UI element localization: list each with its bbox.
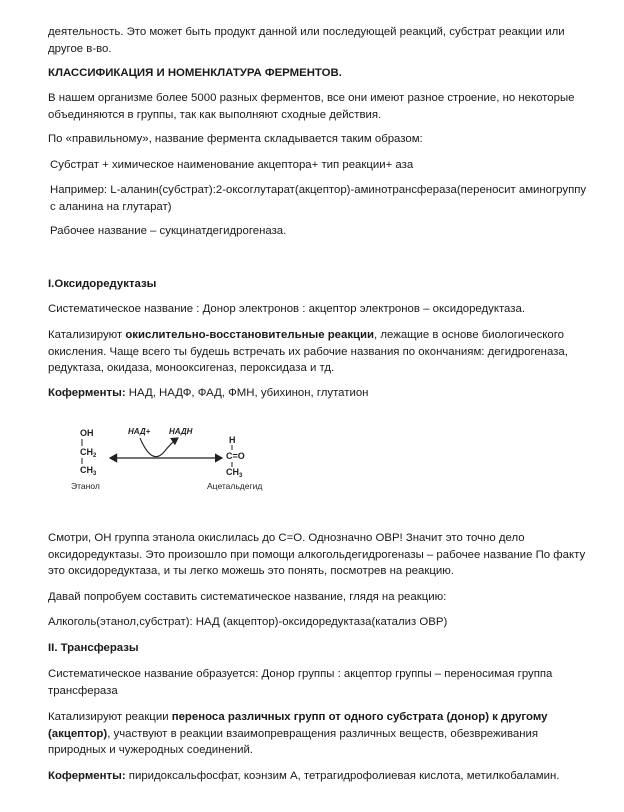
paragraph-trans-catalyze bbox=[48, 709, 588, 759]
acetaldehyde-h-label: H bbox=[229, 435, 236, 445]
heading-oxidoreductases: I.Оксидоредуктазы bbox=[48, 278, 157, 290]
coenzymes-list: пиридоксальфосфат, коэнзим А, тетрагидрофолиевая кислота, метилкобаламин. bbox=[125, 770, 560, 782]
ethanol-oxidation-figure bbox=[60, 424, 290, 496]
heading-classification: КЛАССИФИКАЦИЯ И НОМЕНКЛАТУРА ФЕРМЕНТОВ. bbox=[48, 67, 342, 79]
ethanol-ch3-label: $CH_3$ bbox=[80, 465, 97, 477]
acetaldehyde-co-label: C=O bbox=[226, 451, 245, 461]
paragraph-try-naming: Давай попробуем составить систематическое название, глядя на реакцию: bbox=[48, 591, 447, 603]
nadh-label: НАДН bbox=[169, 427, 193, 436]
paragraph-formula: Субстрат + химическое наименование акцептора+ тип реакции+ аза bbox=[50, 159, 414, 171]
nad-plus-label: НАД+ bbox=[128, 427, 151, 436]
text-run: , лежащие в основе биологического окисления. Чаще всего ты будешь встречать их рабочие названия по окончаниям: дегидрогеназа, редуктаза, окидаза, монооксигеназ, пероксидаза и тд. bbox=[48, 329, 568, 374]
paragraph-explanation: Смотри, ОН группа этанола окислилась до С=О. Однозначно ОВР! Значит это точно дело оксидоредуктазы. Это произошло при помощи алкогольдегидрогеназы – рабочее название По факту это оксидоредуктаза, и ты легко можешь это понять, посмотрев на реакцию. bbox=[48, 532, 586, 577]
ethanol-oh-label: OH bbox=[80, 428, 94, 438]
paragraph-intro: деятельность. Это может быть продукт данной или последующей реакций, субстрат реакции или другое в-во. bbox=[48, 26, 565, 55]
paragraph-oxido-coenzymes bbox=[48, 385, 588, 402]
cofactor-arrow bbox=[140, 438, 178, 457]
text-run: Катализируют реакции bbox=[48, 711, 172, 723]
coenzymes-label: Коферменты: bbox=[48, 387, 126, 399]
paragraph-example: Например: L-аланин(субстрат):2-оксоглутарат(акцептор)-аминотрансфераза(переносит аминогруппу с аланина на глутарат) bbox=[50, 184, 587, 213]
paragraph-naming-rule: По «правильному», название фермента складывается таким образом: bbox=[48, 133, 423, 145]
paragraph-trans-coenzymes bbox=[48, 768, 588, 785]
paragraph-systematic-example: Алкоголь(этанол,субстрат): НАД (акцептор)-оксидоредуктаза(катализ ОВР) bbox=[48, 616, 448, 628]
paragraph-trans-systematic: Систематическое название образуется: Донор группы : акцептор группы – переносимая группа трансфераза bbox=[48, 668, 553, 697]
paragraph-enzyme-count: В нашем организме более 5000 разных ферментов, все они имеют разное строение, но некоторые объединяются в группы, так как выполняют сходные действия. bbox=[48, 92, 575, 121]
ethanol-ch2-label: $CH_2$ bbox=[80, 447, 97, 459]
ethanol-label: Этанол bbox=[71, 481, 100, 491]
coenzymes-label: Коферменты: bbox=[48, 770, 126, 782]
heading-transferases: II. Трансферазы bbox=[48, 642, 139, 654]
text-run: , участвуют в реакции взаимопревращения различных веществ, обезвреживания природных и чужеродных соединений. bbox=[48, 727, 539, 756]
paragraph-working-name: Рабочее название – сукцинатдегидрогеназа. bbox=[50, 225, 287, 237]
text-run-bold: окислительно-восстановительные реакции bbox=[125, 329, 375, 341]
text-run-bold: переноса различных групп от одного субстрата (донор) к другому (акцептор) bbox=[48, 711, 548, 740]
acetaldehyde-label: Ацетальдегид bbox=[207, 481, 263, 491]
acetaldehyde-ch3-label: $CH_3$ bbox=[226, 467, 243, 479]
paragraph-oxido-catalyze bbox=[48, 327, 588, 377]
paragraph-oxido-systematic: Систематическое название : Донор электронов : акцептор электронов – оксидоредуктаза. bbox=[48, 303, 525, 315]
coenzymes-list: НАД, НАДФ, ФАД, ФМН, убихинон, глутатион bbox=[125, 387, 369, 399]
text-run: Катализируют bbox=[48, 329, 126, 341]
